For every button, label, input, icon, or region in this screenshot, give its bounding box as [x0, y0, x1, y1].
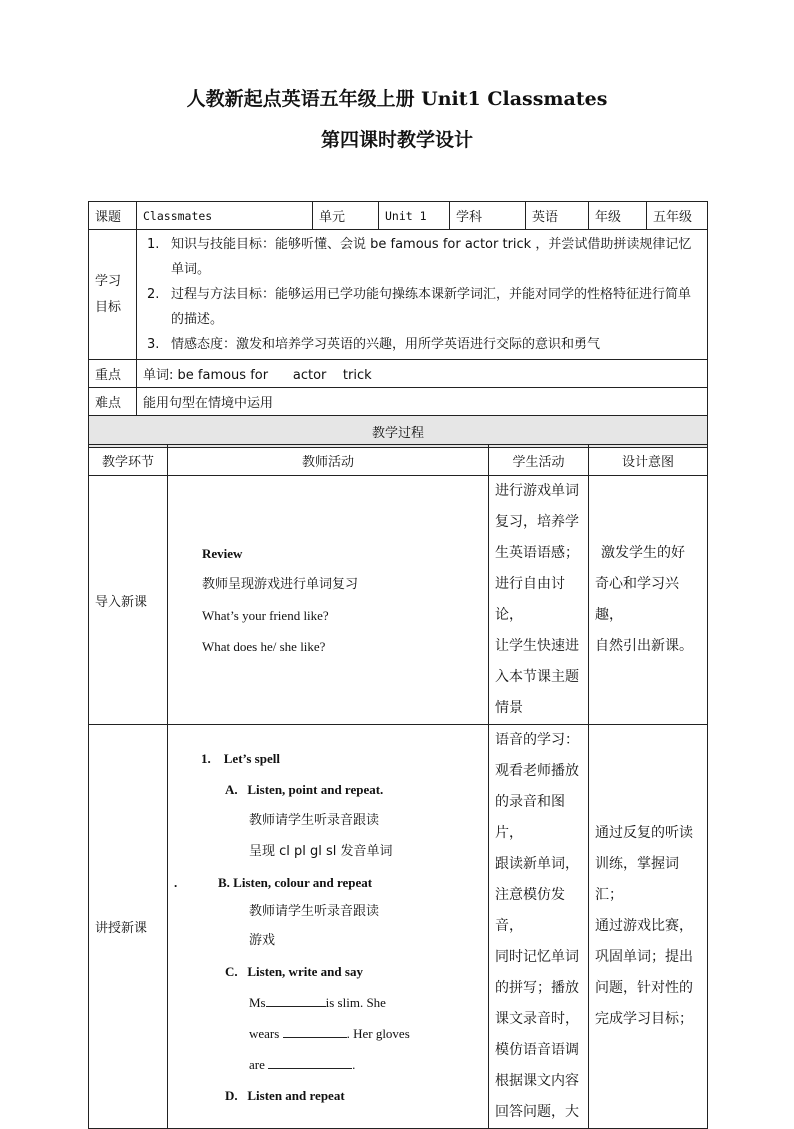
intent-line: 激发学生的好: [601, 545, 685, 561]
intro-row: [89, 476, 708, 725]
teach-stage: 讲授新课: [89, 725, 168, 1129]
student-line: 进行游戏单词: [495, 483, 579, 499]
student-line: 的拼写；播放: [495, 980, 579, 996]
student-line: 跟读新单词，: [495, 856, 579, 872]
student-line: 根据课文内容: [495, 1073, 579, 1089]
difficulty-label: 难点: [89, 388, 137, 416]
lesson-plan-table: [88, 201, 708, 448]
teacher-line: 教师请学生听录音跟读: [249, 903, 380, 919]
unit-value: Unit 1: [379, 202, 450, 230]
student-line: 入本节课主题: [495, 669, 579, 685]
spell-heading: 1. Let’s spell: [201, 750, 280, 766]
blank-field[interactable]: [268, 1056, 352, 1069]
section-a: A. Listen, point and repeat.: [225, 781, 384, 797]
student-line: 让学生快速进: [495, 638, 579, 654]
teacher-line: What’s your friend like?: [202, 608, 329, 623]
key-point-value: 单词: be famous for actor trick: [137, 360, 708, 388]
stray-dot: .: [174, 874, 178, 890]
student-line: 注意模仿发音，: [495, 887, 565, 934]
header-row: [89, 202, 708, 230]
student-line: 同时记忆单词: [495, 949, 579, 965]
teacher-line: 呈现 cl pl gl sl 发音单词: [249, 843, 393, 859]
process-title: 教学过程: [89, 416, 708, 448]
student-line: 语音的学习：: [495, 732, 579, 748]
fill-line: Ms is slim. She: [249, 994, 386, 1010]
student-line: 模仿语音语调: [495, 1042, 579, 1058]
intent-line: 通过反复的听读: [595, 825, 693, 841]
key-point-row: [89, 360, 708, 388]
intent-line: 奇心和学习兴趣，: [595, 576, 679, 623]
document-title: 人教新起点英语五年级上册 Unit1 Classmates: [186, 88, 608, 110]
lesson-value: Classmates: [137, 202, 313, 230]
section-c: C. Listen, write and say: [225, 963, 363, 979]
col-teacher: 教师活动: [168, 445, 489, 476]
teacher-line: 游戏: [249, 932, 276, 948]
intent-line: 完成学习目标；: [595, 1011, 693, 1027]
student-line: 观看老师播放: [495, 763, 579, 779]
difficulty-value: 能用句型在情境中运用: [137, 388, 708, 416]
objectives-row: [89, 230, 708, 360]
teacher-line: Review: [202, 546, 243, 561]
student-line: 情景: [495, 700, 523, 716]
blank-field[interactable]: [266, 994, 326, 1007]
lesson-label: 课题: [89, 202, 137, 230]
fill-line: are .: [249, 1056, 356, 1072]
col-student: 学生活动: [489, 445, 589, 476]
process-table: [88, 444, 708, 1129]
fill-line: wears . Her gloves: [249, 1025, 410, 1041]
student-line: 生英语语感；: [495, 545, 579, 561]
teacher-line: What does he/ she like?: [202, 639, 326, 654]
subject-label: 学科: [450, 202, 526, 230]
intent-line: 训练，掌握词汇；: [595, 856, 679, 903]
objective-item: 3. 情感态度：激发和培养学习英语的兴趣，用所学英语进行交际的意识和勇气: [147, 337, 601, 352]
intent-line: 通过游戏比赛，: [595, 918, 693, 934]
intent-line: 问题，针对性的: [595, 980, 693, 996]
grade-value: 五年级: [647, 202, 708, 230]
col-intent: 设计意图: [589, 445, 708, 476]
document-subtitle: 第四课时教学设计: [320, 129, 473, 151]
student-line: 回答问题，大: [495, 1104, 579, 1120]
teacher-line: 教师呈现游戏进行单词复习: [202, 577, 359, 592]
section-b: [168, 867, 488, 898]
student-line: 课文录音时，: [495, 1011, 579, 1027]
intro-stage: 导入新课: [89, 476, 168, 725]
subject-value: 英语: [526, 202, 589, 230]
process-header-row: [89, 445, 708, 476]
student-line: 的录音和图片，: [495, 794, 565, 841]
teach-row: [89, 725, 708, 1129]
student-line: 进行自由讨论，: [495, 576, 565, 623]
col-stage: 教学环节: [89, 445, 168, 476]
objectives-label: 学习目标: [89, 230, 137, 360]
grade-label: 年级: [589, 202, 647, 230]
student-line: 复习，培养学: [495, 514, 579, 530]
intent-line: 巩固单词；提出: [595, 949, 693, 965]
objectives-list: [147, 232, 699, 357]
blank-field[interactable]: [283, 1025, 347, 1038]
teacher-line: 教师请学生听录音跟读: [249, 812, 380, 828]
objective-item: 2. 过程与方法目标：能够运用已学功能句操练本课新学词汇，并能对同学的性格特征进行简单的描述。: [147, 287, 692, 327]
intent-line: 自然引出新课。: [595, 638, 693, 654]
unit-label: 单元: [313, 202, 379, 230]
objective-item: 1. 知识与技能目标：能够听懂、会说 be famous for actor trick ，并尝试借助拼读规律记忆单词。: [147, 237, 692, 277]
section-d: D. Listen and repeat: [225, 1087, 345, 1103]
difficulty-row: [89, 388, 708, 416]
key-point-label: 重点: [89, 360, 137, 388]
section-b-label: B. Listen, colour and repeat: [218, 874, 373, 890]
